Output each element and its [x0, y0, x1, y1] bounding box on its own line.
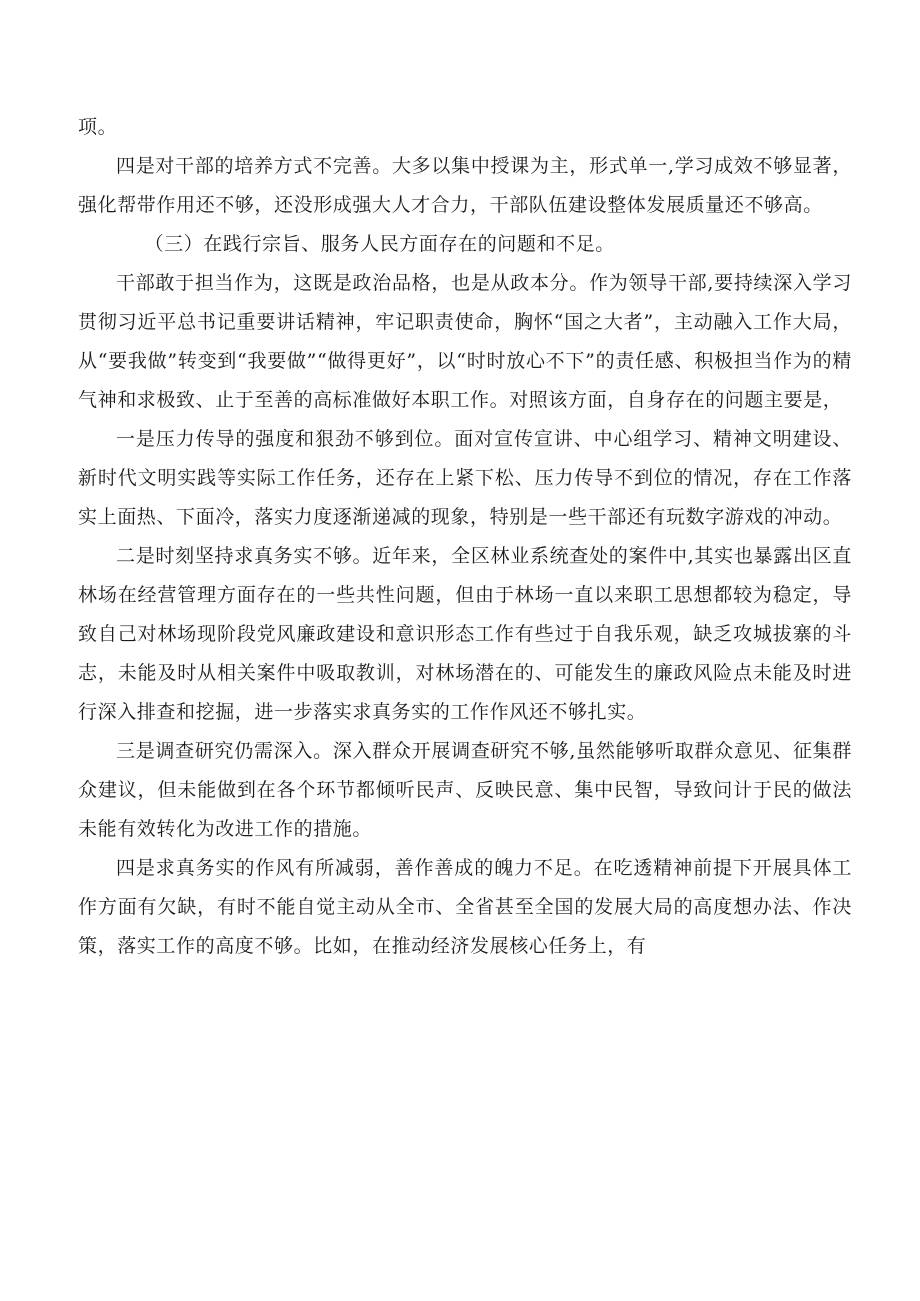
body-paragraph: 一是压力传导的强度和狠劲不够到位。面对宣传宣讲、中心组学习、精神文明建设、新时代文明实践等实际工作任务，还存在上紧下松、压力传导不到位的情况，存在工作落实上面热、下面冷，落实力度逐渐递减的现象，特别是一些干部还有玩数字游戏的冲动。 — [78, 428, 852, 528]
body-paragraph: 四是求真务实的作风有所减弱，善作善成的魄力不足。在吃透精神前提下开展具体工作方面有欠缺，有时不能自觉主动从全市、全省甚至全国的发展大局的高度想办法、作决策，落实工作的高度不够。比如，在推动经济发展核心任务上，有 — [78, 857, 852, 957]
body-paragraph: 四是对干部的培养方式不完善。大多以集中授课为主，形式单一,学习成效不够显著，强化帮带作用还不够，还没形成强大人才合力，干部队伍建设整体发展质量还不够高。 — [78, 155, 852, 216]
section-heading: （三）在践行宗旨、服务人民方面存在的问题和不足。 — [144, 233, 615, 255]
body-paragraph: 二是时刻坚持求真务实不够。近年来，全区林业系统查处的案件中,其实也暴露出区直林场在经营管理方面存在的一些共性问题，但由于林场一直以来职工思想都较为稳定，导致自己对林场现阶段党风廉政建设和意识形态工作有些过于自我乐观，缺乏攻城拔寨的斗志，未能及时从相关案件中吸取教训，对林场潜在的、可能发生的廉政风险点未能及时进行深入排查和挖掘，进一步落实求真务实的工作作风还不够扎实。 — [78, 545, 852, 723]
document-page — [78, 108, 852, 966]
body-paragraph: 干部敢于担当作为，这既是政治品格，也是从政本分。作为领导干部,要持续深入学习贯彻习近平总书记重要讲话精神，牢记职责使命，胸怀“国之大者”，主动融入工作大局，从“要我做”转变到“我要做”“做得更好”，以“时时放心不下”的责任感、积极担当作为的精气神和求极致、止于至善的高标准做好本职工作。对照该方面，自身存在的问题主要是， — [78, 272, 852, 411]
body-paragraph: 三是调查研究仍需深入。深入群众开展调查研究不够,虽然能够听取群众意见、征集群众建议，但未能做到在各个环节都倾听民声、反映民意、集中民智，导致问计于民的做法未能有效转化为改进工作的措施。 — [78, 740, 852, 840]
continuation-paragraph: 项。 — [78, 116, 118, 138]
